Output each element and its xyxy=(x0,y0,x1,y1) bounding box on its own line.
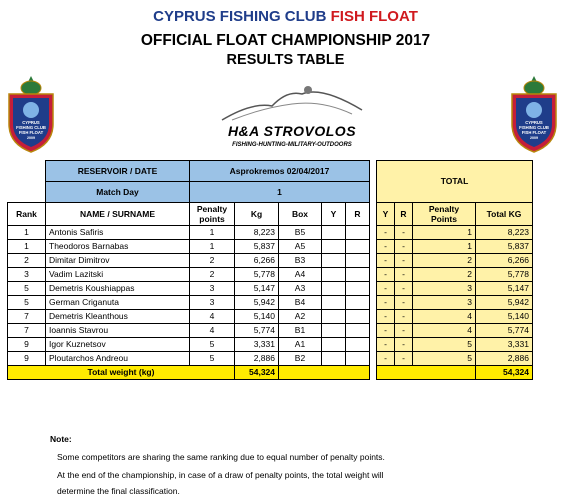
club-title xyxy=(0,8,571,25)
total-y-cell: - xyxy=(377,338,395,352)
total-penalty-cell: 4 xyxy=(413,324,476,338)
y-cell xyxy=(322,352,346,366)
total-weight-row xyxy=(8,366,533,380)
r-cell xyxy=(346,282,370,296)
table-row xyxy=(8,226,533,240)
penalty-cell: 1 xyxy=(190,240,235,254)
total-r-cell: - xyxy=(395,254,413,268)
matchday-value: 1 xyxy=(190,182,370,203)
club-emblem-left xyxy=(5,72,57,154)
total-penalty-cell: 5 xyxy=(413,338,476,352)
box-cell: A3 xyxy=(279,282,322,296)
mountain-icon xyxy=(212,80,372,122)
col-rank: Rank xyxy=(8,203,46,226)
box-cell: B5 xyxy=(279,226,322,240)
col-y: Y xyxy=(322,203,346,226)
note-line-1: Some competitors are sharing the same ranking due to equal number of penalty points. xyxy=(57,452,385,462)
y-cell xyxy=(322,240,346,254)
col-total-penalty: Penalty Points xyxy=(413,203,476,226)
total-r-cell: - xyxy=(395,240,413,254)
emblem-year: 2009 xyxy=(27,136,35,140)
penalty-cell: 4 xyxy=(190,310,235,324)
y-cell xyxy=(322,268,346,282)
emblem-text-2: FISHING CLUB xyxy=(16,125,46,130)
name-cell: Demetris Koushiappas xyxy=(46,282,190,296)
total-kg-cell: 8,223 xyxy=(476,226,533,240)
kg-cell: 5,942 xyxy=(235,296,279,310)
r-cell xyxy=(346,254,370,268)
rank-cell: 9 xyxy=(8,352,46,366)
note-title: Note: xyxy=(50,434,72,444)
total-y-cell: - xyxy=(377,352,395,366)
note-line-3: determine the final classification. xyxy=(57,486,180,496)
name-cell: Igor Kuznetsov xyxy=(46,338,190,352)
table-row xyxy=(8,240,533,254)
total-penalty-cell: 2 xyxy=(413,254,476,268)
col-total-y: Y xyxy=(377,203,395,226)
r-cell xyxy=(346,226,370,240)
total-r-cell: - xyxy=(395,352,413,366)
rank-cell: 5 xyxy=(8,282,46,296)
box-cell: A5 xyxy=(279,240,322,254)
total-r-cell: - xyxy=(395,296,413,310)
total-y-cell: - xyxy=(377,254,395,268)
total-kg-cell: 2,886 xyxy=(476,352,533,366)
rank-cell: 7 xyxy=(8,310,46,324)
total-kg-cell: 6,266 xyxy=(476,254,533,268)
kg-cell: 5,774 xyxy=(235,324,279,338)
y-cell xyxy=(322,338,346,352)
r-cell xyxy=(346,338,370,352)
kg-cell: 2,886 xyxy=(235,352,279,366)
penalty-cell: 4 xyxy=(190,324,235,338)
name-cell: Ploutarchos Andreou xyxy=(46,352,190,366)
col-total-r: R xyxy=(395,203,413,226)
box-cell: B4 xyxy=(279,296,322,310)
col-box: Box xyxy=(279,203,322,226)
y-cell xyxy=(322,226,346,240)
col-r: R xyxy=(346,203,370,226)
header-row-reservoir xyxy=(8,161,533,182)
table-row xyxy=(8,282,533,296)
sponsor-logo xyxy=(212,80,372,154)
rank-cell: 2 xyxy=(8,254,46,268)
club-highlight: FISH FLOAT xyxy=(330,8,418,25)
col-name: NAME / SURNAME xyxy=(46,203,190,226)
total-penalty-cell: 1 xyxy=(413,226,476,240)
total-r-cell: - xyxy=(395,268,413,282)
table-row xyxy=(8,268,533,282)
rank-cell: 3 xyxy=(8,268,46,282)
total-penalty-cell: 3 xyxy=(413,296,476,310)
rank-cell: 1 xyxy=(8,226,46,240)
total-penalty-cell: 3 xyxy=(413,282,476,296)
emblem-text-3: FISH FLOAT xyxy=(521,130,547,135)
total-penalty-cell: 1 xyxy=(413,240,476,254)
matchday-label: Match Day xyxy=(46,182,190,203)
kg-cell: 5,778 xyxy=(235,268,279,282)
total-kg-cell: 5,778 xyxy=(476,268,533,282)
grand-total-value: 54,324 xyxy=(476,366,533,380)
table-row xyxy=(8,338,533,352)
total-penalty-cell: 4 xyxy=(413,310,476,324)
y-cell xyxy=(322,254,346,268)
r-cell xyxy=(346,324,370,338)
total-y-cell: - xyxy=(377,310,395,324)
box-cell: A2 xyxy=(279,310,322,324)
col-kg: Kg xyxy=(235,203,279,226)
name-cell: Demetris Kleanthous xyxy=(46,310,190,324)
emblem-year: 2009 xyxy=(530,136,538,140)
penalty-cell: 1 xyxy=(190,226,235,240)
penalty-cell: 3 xyxy=(190,282,235,296)
total-penalty-cell: 2 xyxy=(413,268,476,282)
box-cell: B1 xyxy=(279,324,322,338)
kg-cell: 3,331 xyxy=(235,338,279,352)
table-row xyxy=(8,324,533,338)
rank-cell: 1 xyxy=(8,240,46,254)
penalty-cell: 5 xyxy=(190,352,235,366)
total-y-cell: - xyxy=(377,268,395,282)
reservoir-value: Asprokremos 02/04/2017 xyxy=(190,161,370,182)
rank-cell: 9 xyxy=(8,338,46,352)
box-cell: B3 xyxy=(279,254,322,268)
r-cell xyxy=(346,296,370,310)
reservoir-label: RESERVOIR / DATE xyxy=(46,161,190,182)
total-y-cell: - xyxy=(377,226,395,240)
box-cell: A4 xyxy=(279,268,322,282)
rank-cell: 7 xyxy=(8,324,46,338)
total-weight-label: Total weight (kg) xyxy=(8,366,235,380)
r-cell xyxy=(346,268,370,282)
note-line-2: At the end of the championship, in case of a draw of penalty points, the total weight will xyxy=(57,470,384,480)
y-cell xyxy=(322,282,346,296)
total-y-cell: - xyxy=(377,240,395,254)
total-r-cell: - xyxy=(395,310,413,324)
col-penalty: Penalty points xyxy=(190,203,235,226)
table-row xyxy=(8,352,533,366)
total-penalty-cell: 5 xyxy=(413,352,476,366)
total-kg-cell: 5,140 xyxy=(476,310,533,324)
total-kg-cell: 3,331 xyxy=(476,338,533,352)
box-cell: A1 xyxy=(279,338,322,352)
emblem-text-2: FISHING CLUB xyxy=(519,125,549,130)
table-row xyxy=(8,310,533,324)
total-r-cell: - xyxy=(395,324,413,338)
club-name: CYPRUS FISHING CLUB xyxy=(153,8,327,25)
total-r-cell: - xyxy=(395,282,413,296)
penalty-cell: 2 xyxy=(190,268,235,282)
col-total-kg: Total KG xyxy=(476,203,533,226)
results-subtitle: RESULTS TABLE xyxy=(226,52,345,68)
club-emblem-right xyxy=(508,72,560,154)
total-weight-value: 54,324 xyxy=(235,366,279,380)
total-kg-cell: 5,774 xyxy=(476,324,533,338)
kg-cell: 5,837 xyxy=(235,240,279,254)
name-cell: Theodoros Barnabas xyxy=(46,240,190,254)
kg-cell: 6,266 xyxy=(235,254,279,268)
emblem-text-1: CYPRUS xyxy=(525,120,543,125)
total-y-cell: - xyxy=(377,296,395,310)
r-cell xyxy=(346,310,370,324)
total-r-cell: - xyxy=(395,338,413,352)
r-cell xyxy=(346,352,370,366)
sponsor-name: H&A STROVOLOS xyxy=(227,123,357,139)
total-kg-cell: 5,837 xyxy=(476,240,533,254)
name-cell: Dimitar Dimitrov xyxy=(46,254,190,268)
sponsor-tagline: FISHING-HUNTING-MILITARY-OUTDOORS xyxy=(232,142,352,148)
table-row xyxy=(8,296,533,310)
column-header-row xyxy=(8,203,533,226)
total-y-cell: - xyxy=(377,282,395,296)
total-y-cell: - xyxy=(377,324,395,338)
championship-title: OFFICIAL FLOAT CHAMPIONSHIP 2017 xyxy=(140,32,431,49)
emblem-text-3: FISH FLOAT xyxy=(18,130,44,135)
kg-cell: 8,223 xyxy=(235,226,279,240)
box-cell: B2 xyxy=(279,352,322,366)
penalty-cell: 3 xyxy=(190,296,235,310)
penalty-cell: 2 xyxy=(190,254,235,268)
y-cell xyxy=(322,324,346,338)
total-kg-cell: 5,942 xyxy=(476,296,533,310)
name-cell: Antonis Safiris xyxy=(46,226,190,240)
results-rows xyxy=(8,226,533,366)
total-r-cell: - xyxy=(395,226,413,240)
rank-cell: 5 xyxy=(8,296,46,310)
table-row xyxy=(8,254,533,268)
kg-cell: 5,147 xyxy=(235,282,279,296)
name-cell: German Criganuta xyxy=(46,296,190,310)
name-cell: Vadim Lazitski xyxy=(46,268,190,282)
name-cell: Ioannis Stavrou xyxy=(46,324,190,338)
results-table xyxy=(7,160,533,380)
penalty-cell: 5 xyxy=(190,338,235,352)
total-kg-cell: 5,147 xyxy=(476,282,533,296)
y-cell xyxy=(322,310,346,324)
total-label: TOTAL xyxy=(377,161,533,203)
y-cell xyxy=(322,296,346,310)
emblem-text-1: CYPRUS xyxy=(22,120,40,125)
kg-cell: 5,140 xyxy=(235,310,279,324)
r-cell xyxy=(346,240,370,254)
